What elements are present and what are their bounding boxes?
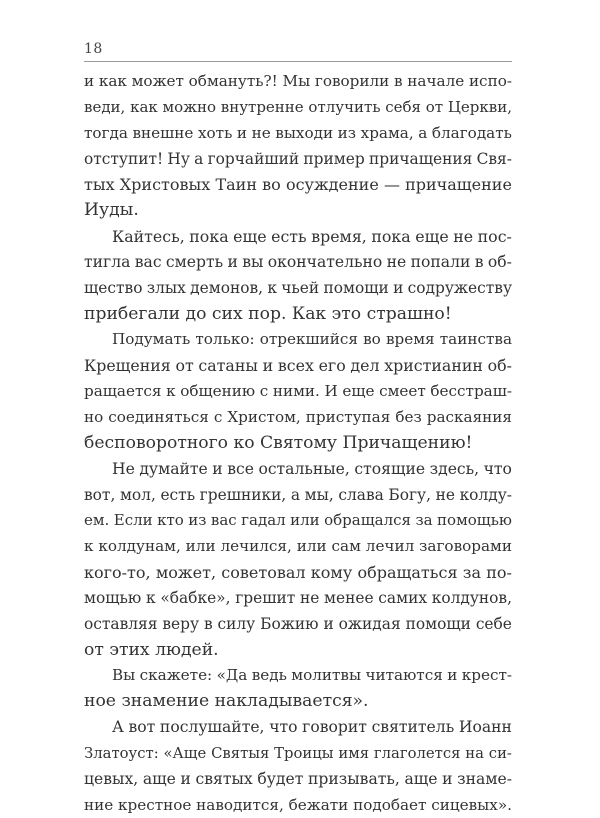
word: испо- xyxy=(468,72,512,90)
word: раскаяния xyxy=(426,407,512,426)
word: с xyxy=(259,382,269,401)
word: не xyxy=(299,588,320,607)
word: говорит xyxy=(302,718,367,737)
word: а xyxy=(290,485,301,504)
text-line xyxy=(84,405,512,431)
word: Святыя xyxy=(211,744,270,762)
word: себя xyxy=(385,97,422,116)
word: чьей xyxy=(281,278,320,297)
word: самих xyxy=(378,588,428,607)
word: бежати xyxy=(288,795,349,814)
word: окончательно xyxy=(267,252,383,271)
word: «Аще xyxy=(163,744,207,762)
text-line xyxy=(84,121,512,147)
word: ожидая xyxy=(338,614,401,633)
word: стоящие xyxy=(354,459,426,478)
word: — xyxy=(383,175,400,195)
word: к xyxy=(267,278,277,297)
text-line xyxy=(84,250,512,276)
word: цевых, xyxy=(84,769,139,788)
word: призывать, xyxy=(307,769,400,788)
word: обмануть?! xyxy=(188,72,278,90)
word: во xyxy=(363,330,381,349)
text-line: бесповоротного ко Святому Причащению! xyxy=(84,432,473,453)
word: или xyxy=(296,537,327,556)
word: Златоуст: xyxy=(84,744,159,762)
word: с xyxy=(213,407,223,426)
word: говорили xyxy=(314,72,390,90)
word: горчайший xyxy=(207,149,300,168)
word: об- xyxy=(487,252,512,271)
word: и xyxy=(236,123,248,142)
word: отступит! xyxy=(84,149,164,168)
word: Кайтесь, xyxy=(112,227,185,247)
word: остальные, xyxy=(258,459,350,478)
word: внешне xyxy=(132,123,194,142)
word: и xyxy=(442,769,453,788)
word: И xyxy=(324,382,338,401)
word: соединяться xyxy=(108,407,209,426)
word: мы, xyxy=(304,485,334,504)
word: крест- xyxy=(461,666,512,685)
word: Если xyxy=(113,511,153,530)
word: за xyxy=(462,563,482,583)
word: или xyxy=(290,511,320,530)
word: оставляя xyxy=(84,614,158,633)
word: и xyxy=(447,666,458,685)
word: выходи xyxy=(275,123,334,142)
body-text xyxy=(84,69,512,818)
word: обращаться xyxy=(357,563,458,583)
word: хоть xyxy=(197,123,233,142)
word: менее xyxy=(324,588,374,607)
word: попали xyxy=(410,252,471,271)
word: внутренне xyxy=(220,97,304,116)
word: дел xyxy=(350,356,380,376)
word: причащения xyxy=(368,149,473,168)
word: вот, xyxy=(84,485,116,504)
word: сатаны xyxy=(198,356,258,376)
text-line xyxy=(84,508,512,534)
text-line xyxy=(84,147,512,173)
word: все xyxy=(227,459,254,478)
text-line xyxy=(84,560,512,586)
word: отрекшийся xyxy=(259,330,358,349)
word: не xyxy=(251,123,271,142)
word: помощи xyxy=(323,278,389,297)
word: от xyxy=(175,356,194,376)
word: в xyxy=(474,252,484,271)
word: из xyxy=(188,511,207,530)
word: крестное xyxy=(118,795,192,814)
word: ние xyxy=(84,795,114,814)
text-line xyxy=(84,69,512,95)
text-line xyxy=(84,534,512,560)
word: лечил xyxy=(365,537,415,556)
text-line xyxy=(84,327,512,353)
word: ведь xyxy=(251,666,287,685)
word: тигла xyxy=(84,252,131,271)
word: «Да xyxy=(216,666,248,685)
word: приступая xyxy=(305,407,391,426)
word: но xyxy=(84,407,104,426)
word: думайте xyxy=(139,459,208,478)
word: не xyxy=(435,485,455,504)
word: скажете: xyxy=(139,666,213,685)
word: отлучить xyxy=(308,97,381,116)
word: имя xyxy=(338,744,370,762)
word: еще xyxy=(233,227,267,247)
word: еще xyxy=(415,227,449,247)
word: Богу, xyxy=(388,485,431,504)
word: Вы xyxy=(112,666,136,685)
word: может xyxy=(131,72,184,90)
word: и xyxy=(227,252,238,271)
word: еще xyxy=(342,382,375,401)
word: грешники, xyxy=(199,485,287,504)
word: молитвы xyxy=(291,666,362,685)
word: общению xyxy=(180,382,256,401)
word: за xyxy=(415,511,433,530)
word: всех xyxy=(277,356,314,376)
word: и xyxy=(393,278,404,297)
word: колдунам, xyxy=(98,537,181,556)
word: как xyxy=(98,72,127,90)
word: святитель xyxy=(371,718,455,737)
word: тогда xyxy=(84,123,128,142)
text-line xyxy=(84,663,512,689)
word: Свя- xyxy=(476,149,512,168)
word: колду- xyxy=(459,485,512,504)
word: Иоанн xyxy=(458,718,512,737)
word: Христовых xyxy=(119,175,211,195)
word: а xyxy=(194,149,204,168)
word: время xyxy=(385,330,435,349)
word: вас xyxy=(134,252,162,271)
word: обращался xyxy=(324,511,412,530)
word: ращается xyxy=(84,382,162,401)
word: содружеству xyxy=(407,278,512,297)
word: наводится, xyxy=(196,795,284,814)
word: веру xyxy=(162,614,200,633)
word: слава xyxy=(338,485,384,504)
word: можно xyxy=(162,97,217,116)
word: силу xyxy=(217,614,256,633)
word: аще xyxy=(404,769,438,788)
word: и xyxy=(323,614,334,633)
text-line xyxy=(84,793,512,818)
word: лечился, xyxy=(220,537,292,556)
word: причащение xyxy=(405,175,512,195)
word: осуждение xyxy=(285,175,379,195)
word: или xyxy=(185,537,216,556)
word: мощью xyxy=(84,588,142,607)
word: пока xyxy=(371,227,411,247)
word: Крещения xyxy=(84,356,171,376)
word: советовал xyxy=(221,563,306,583)
page-number: 18 xyxy=(84,41,103,57)
word: себе xyxy=(475,614,512,633)
word: пример xyxy=(303,149,365,168)
text-line xyxy=(84,353,512,379)
text-line xyxy=(84,172,512,198)
word: Троицы xyxy=(274,744,334,762)
word: Христом, xyxy=(227,407,301,426)
word: послушайте, xyxy=(159,718,265,737)
word: Таин xyxy=(215,175,257,195)
word: как xyxy=(130,97,158,116)
word: мол, xyxy=(119,485,156,504)
word: вас xyxy=(210,511,237,530)
word: об- xyxy=(487,356,512,376)
word: начале xyxy=(407,72,465,90)
word: Ну xyxy=(167,149,190,168)
word: грешит xyxy=(235,588,296,607)
word: подобает xyxy=(353,795,427,814)
word: кого-то, xyxy=(84,563,151,583)
word: смеет xyxy=(379,382,426,401)
word: знаме- xyxy=(457,769,512,788)
word: «бабке», xyxy=(160,588,231,607)
text-line xyxy=(84,95,512,121)
word: колдунов, xyxy=(431,588,512,607)
word: христианин xyxy=(384,356,483,376)
word: пос- xyxy=(477,227,512,247)
text-line: Иуды. xyxy=(84,200,139,221)
word: вот xyxy=(128,718,156,737)
word: злых xyxy=(146,278,186,297)
word: есть xyxy=(160,485,196,504)
word: гадал xyxy=(241,511,286,530)
text-line xyxy=(84,767,512,793)
word: бесстраш- xyxy=(430,382,512,401)
text-line xyxy=(84,741,512,767)
word: благодать xyxy=(431,123,512,142)
word: сам xyxy=(331,537,361,556)
word: смерть xyxy=(165,252,224,271)
word: ними. xyxy=(272,382,320,401)
word: А xyxy=(112,718,124,737)
word: только: xyxy=(195,330,255,349)
word: глаголется xyxy=(373,744,461,762)
word: демонов, xyxy=(190,278,264,297)
word: сицевых». xyxy=(431,795,512,814)
word: что xyxy=(269,718,298,737)
word: си- xyxy=(488,744,512,762)
text-line xyxy=(84,457,512,483)
text-line xyxy=(84,586,512,612)
word: время, xyxy=(311,227,367,247)
word: заговорами xyxy=(419,537,512,556)
word: тых xyxy=(84,175,115,195)
word: Мы xyxy=(282,72,311,90)
word: к xyxy=(166,382,176,401)
word: Церкви, xyxy=(447,97,512,116)
text-line: от этих людей. xyxy=(84,639,219,660)
word: к xyxy=(146,588,156,607)
word: храма, xyxy=(360,123,414,142)
word: Подумать xyxy=(112,330,191,349)
word: помощи xyxy=(405,614,471,633)
word: пока xyxy=(189,227,229,247)
text-line xyxy=(84,224,512,250)
word: к xyxy=(84,537,94,556)
word: щество xyxy=(84,278,143,297)
text-line xyxy=(84,483,512,509)
word: из xyxy=(337,123,357,142)
word: во xyxy=(262,175,281,195)
word: Не xyxy=(112,459,135,478)
word: кому xyxy=(310,563,353,583)
word: и xyxy=(262,356,274,376)
word: читаются xyxy=(365,666,443,685)
text-line xyxy=(84,379,512,405)
word: по- xyxy=(486,563,512,583)
word: аще xyxy=(142,769,176,788)
word: может, xyxy=(155,563,217,583)
word: в xyxy=(394,72,403,90)
header-divider xyxy=(84,61,512,62)
word: кто xyxy=(157,511,184,530)
word: Божию xyxy=(260,614,319,633)
word: и xyxy=(212,459,223,478)
word: веди, xyxy=(84,97,126,116)
word: вы xyxy=(242,252,264,271)
word: ем. xyxy=(84,511,110,530)
word: а xyxy=(418,123,428,142)
word: его xyxy=(318,356,346,376)
word: здесь, xyxy=(429,459,480,478)
word: святых xyxy=(195,769,253,788)
text-line xyxy=(84,715,512,741)
word: есть xyxy=(271,227,307,247)
text-line: прибегали до сих пор. Как это страшно! xyxy=(84,303,452,324)
text-line xyxy=(84,612,512,638)
word: таинства xyxy=(439,330,512,349)
word: на xyxy=(465,744,484,762)
word: не xyxy=(453,227,474,247)
word: не xyxy=(386,252,407,271)
word: помощью xyxy=(437,511,512,530)
word: будет xyxy=(257,769,304,788)
word: от xyxy=(425,97,444,116)
word: и xyxy=(84,72,95,90)
text-line xyxy=(84,276,512,302)
word: без xyxy=(395,407,422,426)
word: и xyxy=(180,769,191,788)
text-line: ное знамение накладывается». xyxy=(84,691,369,712)
word: в xyxy=(203,614,213,633)
word: что xyxy=(483,459,512,478)
